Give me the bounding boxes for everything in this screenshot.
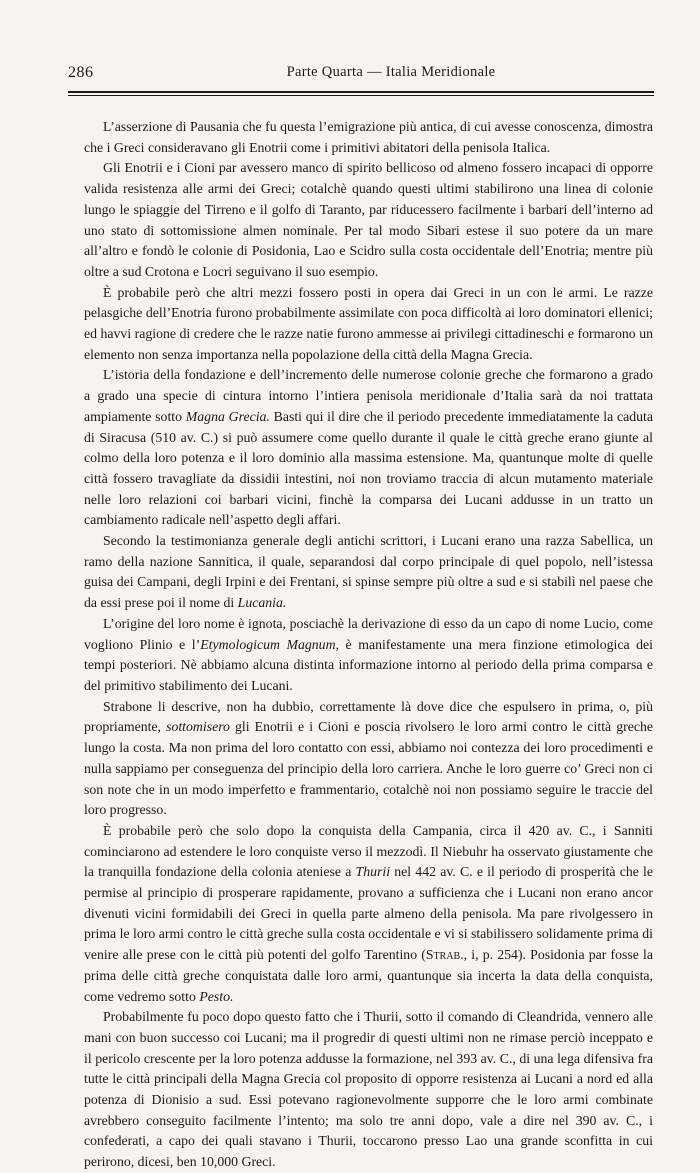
paragraph: [84, 365, 653, 531]
italic-term: Pesto.: [199, 988, 234, 1004]
paragraph-text: L’asserzione di Pausania che fu questa l’emigrazione più antica, di cui avesse conoscenza, dimostra che i Greci consideravano gli Enotrii come i primitivi abitatori della penisola Italica.: [84, 119, 653, 155]
paragraph-text: nel 442 av. C. e il periodo di prosperità che le permise al principio di prosperare rapidamente, provano a sufficienza che i Lucani non erano ancor divenuti vicini formidabili dei Greci in quella parte almeno della penisola. Ma pare rivolgessero in prima le loro armi contro le città greche sulla costa occidentale e vi si stabilissero solidamente prima di venire alle prese con le città più potenti del golfo Tarentino (: [84, 864, 654, 963]
paragraph-text: Gli Enotrii e i Cioni par avessero manco di spirito bellicoso od almeno fossero incapaci di opporre valida resistenza alle armi dei Greci; cotalchè quando questi ultimi stabilirono una linea di colonie lungo le spiaggie del Tirreno e il golfo di Taranto, par riducessero facilmente i barbari dell’interno ad uno stato di sottomissione almen nominale. Per tal modo Sibari estese il suo potere da un mare all’altro e fondò le colonie di Posidonia, Lao e Scidro sulla costa occidentale dell’Enotria; mentre più oltre a sud Crotona e Locri seguivano il suo esempio.: [84, 160, 653, 279]
italic-term: sottomisero: [166, 719, 230, 735]
paragraph: [84, 283, 653, 366]
paragraph: [84, 697, 653, 821]
page-number: 286: [68, 64, 94, 81]
header-rule-thin: [68, 95, 654, 96]
paragraph: [84, 117, 653, 158]
italic-term: Etymologicum Magnum,: [200, 636, 339, 652]
paragraph: [84, 1007, 653, 1173]
header-rule: [68, 91, 654, 93]
italic-term: Thurii: [355, 864, 391, 880]
paragraph: [84, 821, 653, 1007]
paragraph-text: i, p. 254). Posidonia par fosse la prima delle città greche conquistata dalle loro armi, quantunque sia incerta la data della conquista, come vedremo sotto: [84, 947, 653, 1004]
paragraph-text: L’origine del loro nome è ignota, posciachè la derivazione di esso da un capo di nome Lucio, come vogliono Plinio e l’: [84, 615, 653, 652]
paragraph: [84, 531, 653, 614]
paragraph-text: Strabone li descrive, non ha dubbio, correttamente là dove dice che espulsero in prima, o, più propriamente,: [84, 698, 653, 735]
paragraph-text: È probabile però che altri mezzi fossero posti in opera dai Greci in un con le armi. Le razze pelasgiche dell’Enotria furono probabilmente assimilate con poca difficoltà ai loro dominatori ellenici; ed havvi ragione di credere che le razze natie furono ammesse ai privilegi cittadineschi e formarono un elemento non senza importanza nella popolazione della città della Magna Grecia.: [84, 284, 653, 362]
body-text: [84, 117, 653, 1173]
running-title: Parte Quarta — Italia Meridionale: [286, 64, 496, 80]
paragraph-text: L’istoria della fondazione e dell’incremento delle numerose colonie greche che formarono a grado a grado una specie di cintura intorno l’intiera penisola meridionale d’Italia sarà da noi trattata ampiamente sotto: [84, 367, 653, 424]
paragraph-text: Probabilmente fu poco dopo questo fatto che i Thurii, sotto il comando di Cleandrida, vennero alle mani con buon successo coi Lucani; ma il progredir di questi ultimi non ne rimase perciò inceppato e il pericolo crescente per la loro potenza addusse la formazione, nel 393 av. C., di una lega difensiva fra tutte le città principali della Magna Grecia col proposito di opporre resistenza ai Lucani a nord ed alla potenza di Dionisio a sud. Essi potevano ragionevolmente supporre che le loro armi combinate avrebbero conseguito facilmente l’intento; ma solo tre anni dopo, vale a dire nel 390 av. C., i confederati, a capo dei quali stavano i Thurii, toccarono presso Lao una grande sconfitta in cui perirono, dicesi, ben 10,000 Greci.: [84, 1009, 653, 1170]
paragraph-text: Secondo la testimonianza generale degli antichi scrittori, i Lucani erano una razza Sabellica, un ramo della nazione Sannitica, il quale, separandosi dal corpo principale di quel popolo, nell’istessa guisa dei Campani, degli Irpini e dei Frentani, si spinse sempre più oltre a sud e si stabilì nel paese che da essi prese poi il nome di: [84, 533, 653, 611]
citation-author: Strab.,: [425, 947, 468, 963]
paragraph-text: È probabile però che solo dopo la conquista della Campania, circa il 420 av. C., i Sanniti cominciarono ad estendere le loro conquiste verso il mezzodì. Il Niebuhr ha osservato giustamente che la tranquilla fondazione della colonia ateniese a: [84, 822, 653, 880]
paragraph-text: è manifestamente una mera finzione etimologica dei tempi posteriori. Nè abbiamo alcuna distinta informazione intorno al periodo della prima comparsa e del primitivo stabilimento dei Lucani.: [84, 636, 653, 693]
running-head: [68, 64, 654, 86]
paragraph-text: Basti qui il dire che il periodo precedente immediatamente la caduta di Siracusa (510 av. C.) si può assumere come quello durante il quale le città greche erano giunte al colmo della loro potenza e il loro dominio alla massima estensione. Ma, quantunque molte di quelle città fossero travagliate da dissidii intestini, noi non troviamo traccia di alcun mutamento materiale nelle loro relazioni coi barbari vicini, finchè la comparsa dei Lucani addusse in un tratto un cambiamento radicale nell’aspetto degli affari.: [84, 408, 653, 528]
paragraph: [84, 158, 653, 282]
italic-term: Magna Grecia.: [185, 408, 270, 424]
paragraph-text: gli Enotrii e i Cioni e poscia rivolsero le loro armi contro le città greche lungo la costa. Ma non prima del loro contatto con essi, abbiamo noi contezza dei loro procedimenti e nulla sappiamo per conseguenza del principio della loro carriera. Anche le loro guerre co’ Greci non ci son note che in un modo imperfetto e frammentario, cotalchè noi non possiamo seguire le traccie del loro progresso.: [84, 719, 654, 818]
italic-term: Lucania.: [237, 595, 287, 611]
paragraph: [84, 614, 653, 697]
